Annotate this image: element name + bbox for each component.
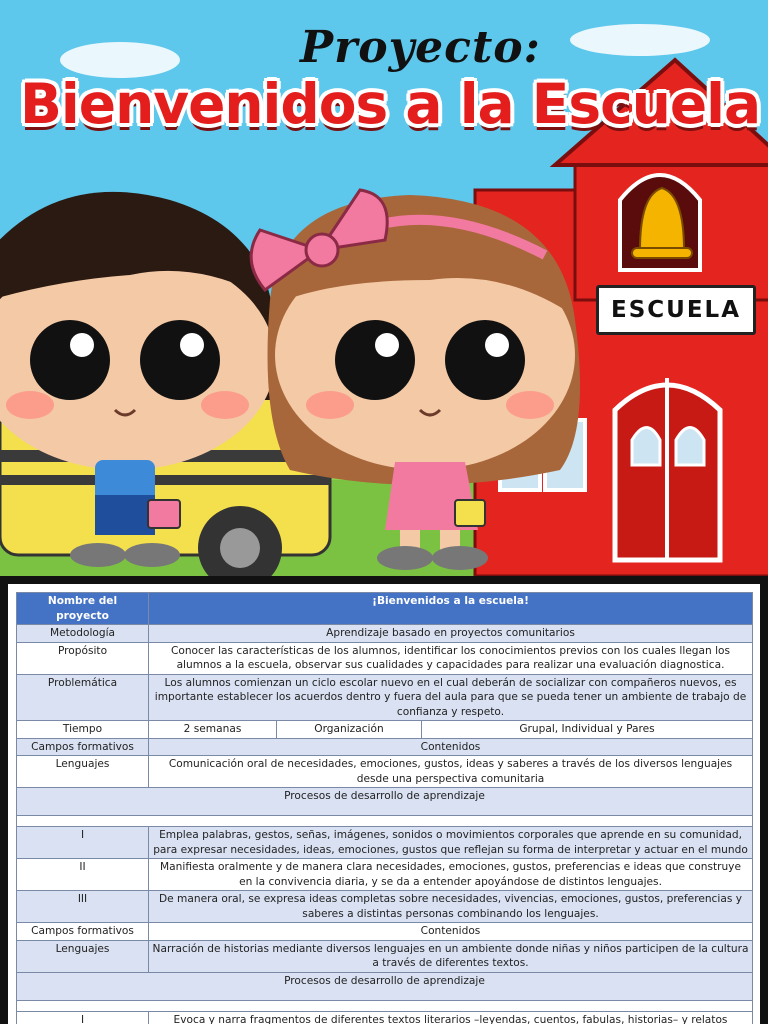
pda-text: Evoca y narra fragmentos de diferentes textos literarios –leyendas, cuentos, fabulas, historias– y relatos bbox=[149, 1011, 753, 1024]
lenguajes-label: Lenguajes bbox=[17, 756, 149, 788]
table-row-pda bbox=[17, 827, 753, 859]
table-row-tiempo bbox=[17, 721, 753, 739]
procesos-heading: Procesos de desarrollo de aprendizaje bbox=[17, 788, 753, 816]
contenidos-label: Contenidos bbox=[149, 738, 753, 756]
school-sign: ESCUELA bbox=[596, 285, 756, 335]
organizacion-value: Grupal, Individual y Pares bbox=[422, 721, 753, 739]
table-row-pda bbox=[17, 891, 753, 923]
planning-table bbox=[16, 592, 753, 1024]
table-row-problematica bbox=[17, 674, 753, 721]
tiempo-value: 2 semanas bbox=[149, 721, 277, 739]
planning-sheet bbox=[8, 584, 760, 1024]
lenguajes-contenido: Comunicación oral de necesidades, emociones, gustos, ideas y saberes a través de los diversos lenguajes desde una perspectiva comunitaria bbox=[149, 756, 753, 788]
pda-text: De manera oral, se expresa ideas completas sobre necesidades, vivencias, emociones, gustos, preferencias y saberes a distintas personas combinando los lenguajes. bbox=[149, 891, 753, 923]
table-row-proposito bbox=[17, 642, 753, 674]
campos-formativos-label: Campos formativos bbox=[17, 738, 149, 756]
lenguajes-label: Lenguajes bbox=[17, 940, 149, 972]
problematica-value: Los alumnos comienzan un ciclo escolar nuevo en el cual deberán de socializar con compañeros nuevos, es importante establecer los acuerdos dentro y fuera del aula para que se pueda tener un ambiente de trabajo de confianza y respeto. bbox=[149, 674, 753, 721]
tiempo-label: Tiempo bbox=[17, 721, 149, 739]
table-row-pda bbox=[17, 1011, 753, 1024]
project-name-value: ¡Bienvenidos a la escuela! bbox=[149, 593, 753, 625]
pda-level: II bbox=[17, 859, 149, 891]
table-row-lenguajes bbox=[17, 756, 753, 788]
pda-text: Manifiesta oralmente y de manera clara necesidades, emociones, gustos, preferencias e ideas que construye en la convivencia diaria, y se da a entender apoyándose de distintos lenguajes. bbox=[149, 859, 753, 891]
table-row-procesos-heading bbox=[17, 788, 753, 816]
contenidos-label: Contenidos bbox=[149, 923, 753, 941]
table-row-spacer bbox=[17, 1000, 753, 1011]
table-row-lenguajes bbox=[17, 940, 753, 972]
project-name-label: Nombre del proyecto bbox=[17, 593, 149, 625]
table-row-campos-formativos bbox=[17, 738, 753, 756]
pda-level: I bbox=[17, 827, 149, 859]
table-row-campos-formativos bbox=[17, 923, 753, 941]
table-row-header bbox=[17, 593, 753, 625]
pda-level: I bbox=[17, 1011, 149, 1024]
cover-subtitle: Proyecto: bbox=[300, 22, 541, 73]
pda-level: III bbox=[17, 891, 149, 923]
procesos-heading: Procesos de desarrollo de aprendizaje bbox=[17, 972, 753, 1000]
table-row-spacer bbox=[17, 816, 753, 827]
metodologia-label: Metodología bbox=[17, 625, 149, 643]
table-row-pda bbox=[17, 859, 753, 891]
proposito-value: Conocer las características de los alumnos, identificar los conocimientos previos con los cuales llegan los alumnos a la escuela, observar sus cualidades y capacidades para realizar una evaluación diagnostica. bbox=[149, 642, 753, 674]
pda-text: Emplea palabras, gestos, señas, imágenes, sonidos o movimientos corporales que aprende en su comunidad, para expresar necesidades, ideas, emociones, gustos que reflejan su forma de interpretar y actuar en el mundo bbox=[149, 827, 753, 859]
cover-title: Bienvenidos a la Escuela bbox=[20, 72, 761, 136]
planning-document bbox=[0, 576, 768, 1024]
problematica-label: Problemática bbox=[17, 674, 149, 721]
table-row-metodologia bbox=[17, 625, 753, 643]
lenguajes-contenido: Narración de historias mediante diversos lenguajes en un ambiente donde niñas y niños participen de la cultura a través de diferentes textos. bbox=[149, 940, 753, 972]
table-row-procesos-heading bbox=[17, 972, 753, 1000]
spacer-cell bbox=[17, 816, 753, 827]
spacer-cell bbox=[17, 1000, 753, 1011]
organizacion-label: Organización bbox=[277, 721, 422, 739]
campos-formativos-label: Campos formativos bbox=[17, 923, 149, 941]
proposito-label: Propósito bbox=[17, 642, 149, 674]
metodologia-value: Aprendizaje basado en proyectos comunitarios bbox=[149, 625, 753, 643]
